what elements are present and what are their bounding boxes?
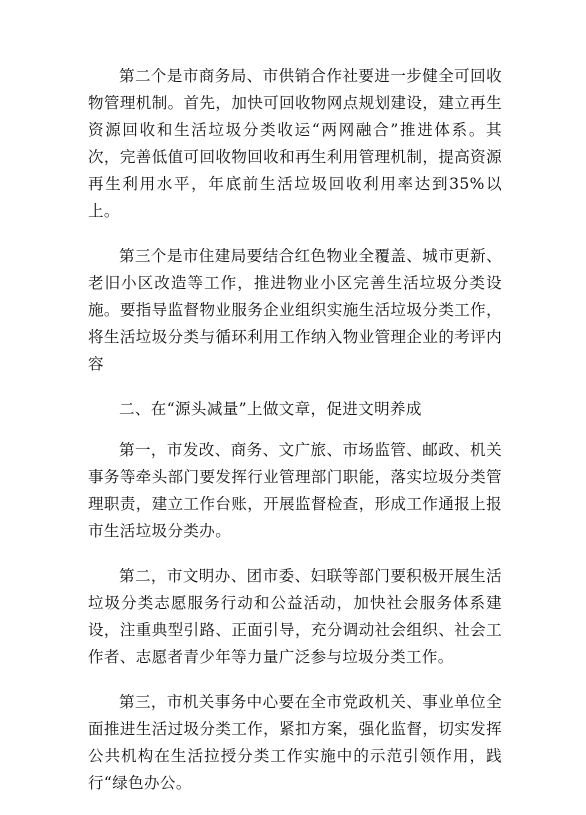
document-body [88,63,502,815]
paragraph-housing-property: 第三个是市住建局要结合红色物业全覆盖、城市更新、老旧小区改造等工作，推进物业小区完善生活垃圾分类设施。要指导监督物业服务企业组织实施生活垃圾分类工作，将生活垃圾分类与循环利用工作纳入物业管理企业的考评内容 [88,247,502,373]
paragraph-second-volunteers: 第二，市文明办、团市委、妇联等部门要积极开展生活垃圾分类志愿服务行动和公益活动，加快社会服务体系建设，注重典型引路、正面引导，充分调动社会组织、社会工作者、志愿者青少年等力量广泛参与垃圾分类工作。 [88,567,502,666]
paragraph-commerce-recycling: 第二个是市商务局、市供销合作社要进一步健全可回收物管理机制。首先，加快可回收物网点规划建设，建立再生资源回收和生活垃圾分类收运“两网融合”推进体系。其次，完善低值可回收物回收和再生利用管理机制，提高资源再生利用水平，年底前生活垃圾回收利用率达到35%以上。 [88,67,502,220]
paragraph-first-departments: 第一，市发改、商务、文广旅、市场监管、邮政、机关事务等牵头部门要发挥行业管理部门职能，落实垃圾分类管理职责，建立工作台账，开展监督检查，形成工作通报上报市生活垃圾分类办。 [88,441,502,540]
section-heading-source-reduction: 二、在“源头减量”上做文章，促进文明养成 [119,400,422,418]
paragraph-third-agencies: 第三，市机关事务中心要在全市党政机关、事业单位全面推进生活过圾分类工作，紧扣方案，强化监督，切实发挥公共机构在生活拉授分类工作实施中的示范引领作用，践行“绿色办公。 [88,693,502,792]
